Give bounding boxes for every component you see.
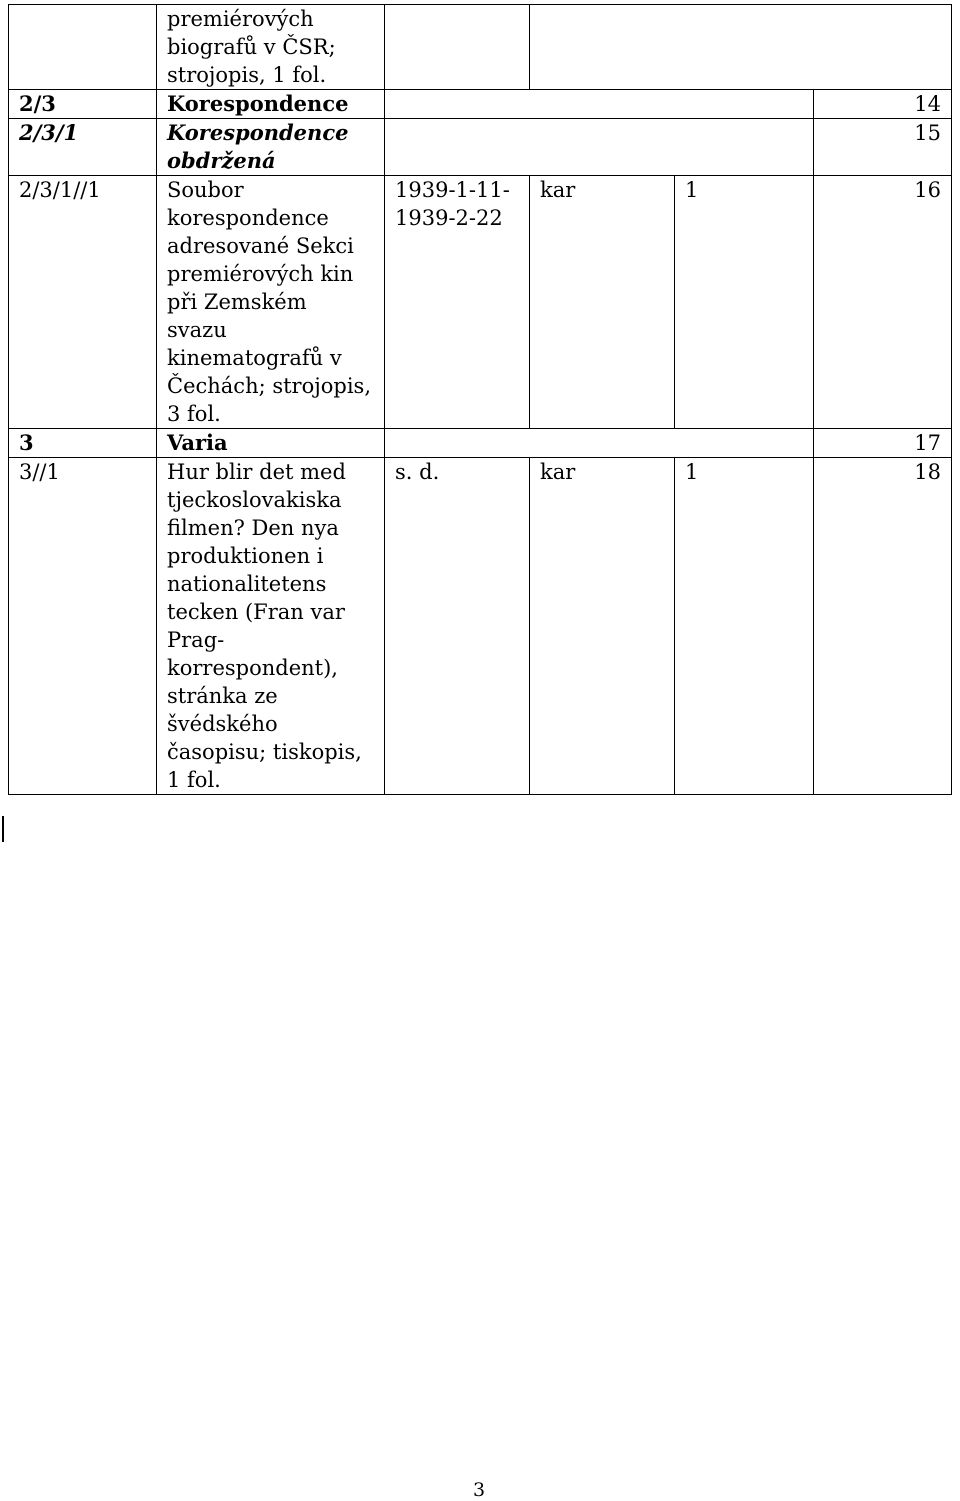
item-number-cell: 15 xyxy=(814,119,952,176)
signature-cell: 3 xyxy=(9,429,157,458)
table-row xyxy=(9,176,952,429)
table-row xyxy=(9,429,952,458)
table-row xyxy=(9,5,952,90)
page-number: 3 xyxy=(473,1479,486,1501)
signature-cell: 2/3 xyxy=(9,90,157,119)
date-cell xyxy=(385,5,530,90)
count-cell: 1 xyxy=(675,176,814,429)
empty-cell xyxy=(385,119,814,176)
signature-cell: 3//1 xyxy=(9,458,157,795)
item-number-cell: 17 xyxy=(814,429,952,458)
date-cell: 1939-1-11- 1939-2-22 xyxy=(385,176,530,429)
empty-cell xyxy=(385,429,814,458)
signature-cell: 2/3/1 xyxy=(9,119,157,176)
section-heading: Varia xyxy=(157,429,385,458)
signature-cell: 2/3/1//1 xyxy=(9,176,157,429)
subsection-heading: Korespondence obdržená xyxy=(157,119,385,176)
box-cell: kar xyxy=(530,176,675,429)
description-cell: Soubor korespondence adresované Sekci premiérových kin při Zemském svazu kinematografů v Čechách; strojopis, 3 fol. xyxy=(157,176,385,429)
table-row xyxy=(9,90,952,119)
empty-cell xyxy=(385,90,814,119)
inventory-table xyxy=(8,4,952,795)
item-number-cell: 18 xyxy=(814,458,952,795)
date-cell: s. d. xyxy=(385,458,530,795)
description-cell: premiérových biografů v ČSR; strojopis, 1 fol. xyxy=(157,5,385,90)
empty-cell xyxy=(530,5,952,90)
table-row xyxy=(9,119,952,176)
item-number-cell: 14 xyxy=(814,90,952,119)
section-heading: Korespondence xyxy=(157,90,385,119)
count-cell: 1 xyxy=(675,458,814,795)
table-row xyxy=(9,458,952,795)
description-cell: Hur blir det med tjeckoslovakiska filmen? Den nya produktionen i nationalitetens tecken (Fran var Prag- korrespondent), stránka ze švédského časopisu; tiskopis, 1 fol. xyxy=(157,458,385,795)
text-cursor xyxy=(2,816,4,842)
signature-cell xyxy=(9,5,157,90)
box-cell: kar xyxy=(530,458,675,795)
item-number-cell: 16 xyxy=(814,176,952,429)
